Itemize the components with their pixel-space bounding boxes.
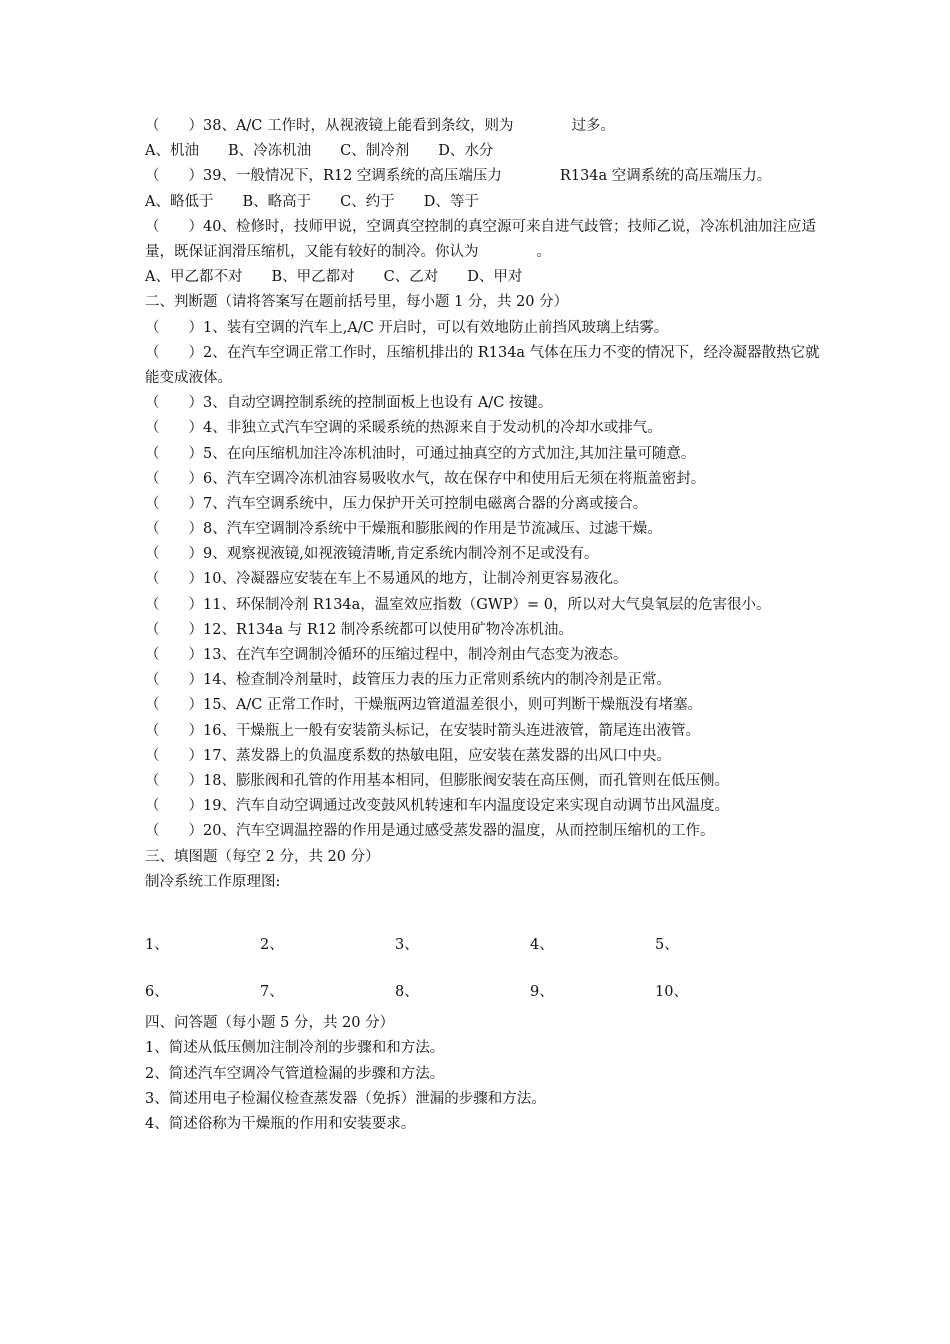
tf-item: （ ）15、A/C 正常工作时，干燥瓶两边管道温差很小，则可判断干燥瓶没有堵塞。 — [145, 697, 703, 714]
tf-item: （ ）2、在汽车空调正常工作时，压缩机排出的 R134a 气体在压力不变的情况下，经冷凝器散热它就能变成液体。 — [145, 344, 820, 386]
tf-item: （ ）13、在汽车空调制冷循环的压缩过程中，制冷剂由气态变为液态。 — [145, 647, 628, 663]
tf-item: （ ）14、检查制冷剂量时，歧管压力表的压力正常则系统内的制冷剂是正常。 — [145, 672, 671, 689]
tf-item: （ ）4、非独立式汽车空调的采暖系统的热源来自于发动机的冷却水或排气。 — [145, 420, 662, 437]
blank-label: 2、 — [260, 936, 284, 953]
exam-content — [145, 114, 820, 1137]
blank-row-2 — [145, 980, 820, 1005]
tf-item: （ ）18、膨胀阀和孔管的作用基本相同，但膨胀阀安装在高压侧，而孔管则在低压侧。 — [145, 772, 729, 789]
blank-label: 6、 — [145, 984, 169, 1001]
diagram-caption: 制冷系统工作原理图: — [145, 873, 281, 890]
blank-label: 5、 — [655, 936, 679, 953]
qa-item: 3、简述用电子检漏仪检查蒸发器（免拆）泄漏的步骤和方法。 — [145, 1090, 546, 1107]
section-heading-qa: 四、问答题（每小题 5 分，共 20 分） — [145, 1015, 395, 1032]
question-39-options: A、略低于 B、略高于 C、约于 D、等于 — [145, 193, 479, 210]
blank-label: 8、 — [395, 984, 419, 1001]
tf-item: （ ）6、汽车空调冷冻机油容易吸收水气，故在保存中和使用后无须在将瓶盖密封。 — [145, 470, 706, 487]
tf-item: （ ）9、观察视液镜,如视液镜清晰,肯定系统内制冷剂不足或没有。 — [145, 546, 599, 563]
tf-item: （ ）3、自动空调控制系统的控制面板上也设有 A/C 按键。 — [145, 395, 553, 412]
tf-item: （ ）7、汽车空调系统中，压力保护开关可控制电磁离合器的分离或接合。 — [145, 495, 648, 512]
blank-label: 9、 — [530, 984, 554, 1001]
tf-item: （ ）16、干燥瓶上一般有安装箭头标记，在安装时箭头连进液管，箭尾连出液管。 — [145, 722, 700, 739]
question-40: （ ）40、检修时，技师甲说，空调真空控制的真空源可来自进气歧管；技师乙说，冷冻机油加注应适量，既保证润滑压缩机，又能有较好的制冷。你认为 。 — [145, 218, 816, 260]
tf-item: （ ）8、汽车空调制冷系统中干燥瓶和膨胀阀的作用是节流减压、过滤干燥。 — [145, 521, 662, 538]
blank-label: 3、 — [395, 936, 419, 953]
blank-label: 1、 — [145, 936, 169, 953]
tf-item: （ ）1、装有空调的汽车上,A/C 开启时，可以有效地防止前挡风玻璃上结雾。 — [145, 319, 669, 336]
section-heading-fill-diagram: 三、填图题（每空 2 分，共 20 分） — [145, 848, 380, 865]
section-heading-true-false: 二、判断题（请将答案写在题前括号里，每小题 1 分，共 20 分） — [145, 294, 569, 311]
blank-row-1 — [145, 933, 820, 958]
qa-item: 4、简述俗称为干燥瓶的作用和安装要求。 — [145, 1116, 416, 1132]
question-39: （ ）39、一般情况下，R12 空调系统的高压端压力 R134a 空调系统的高压端压力。 — [145, 168, 772, 185]
blank-label: 10、 — [655, 984, 688, 1001]
tf-item: （ ）10、冷凝器应安装在车上不易通风的地方，让制冷剂更容易液化。 — [145, 571, 628, 588]
tf-item: （ ）19、汽车自动空调通过改变鼓风机转速和车内温度设定来实现自动调节出风温度。 — [145, 798, 729, 815]
question-38: （ ）38、A/C 工作时，从视液镜上能看到条纹，则为 过多。 — [145, 118, 616, 134]
qa-item: 2、简述汽车空调冷气管道检漏的步骤和方法。 — [145, 1065, 445, 1082]
question-38-options: A、机油 B、冷冻机油 C、制冷剂 D、水分 — [145, 143, 494, 160]
tf-item: （ ）20、汽车空调温控器的作用是通过感受蒸发器的温度，从而控制压缩机的工作。 — [145, 823, 715, 840]
tf-item: （ ）12、R134a 与 R12 制冷系统都可以使用矿物冷冻机油。 — [145, 621, 573, 638]
tf-item: （ ）11、环保制冷剂 R134a，温室效应指数（GWP）= 0，所以对大气臭氧层的危害很小。 — [145, 596, 771, 613]
tf-item: （ ）17、蒸发器上的负温度系数的热敏电阻，应安装在蒸发器的出风口中央。 — [145, 747, 671, 764]
blank-label: 4、 — [530, 936, 554, 953]
tf-item: （ ）5、在向压缩机加注冷冻机油时，可通过抽真空的方式加注,其加注量可随意。 — [145, 445, 696, 462]
diagram-area — [145, 895, 820, 933]
qa-item: 1、简述从低压侧加注制冷剂的步骤和和方法。 — [145, 1040, 445, 1057]
blank-label: 7、 — [260, 984, 284, 1001]
question-40-options: A、甲乙都不对 B、甲乙都对 C、乙对 D、甲对 — [145, 269, 523, 286]
